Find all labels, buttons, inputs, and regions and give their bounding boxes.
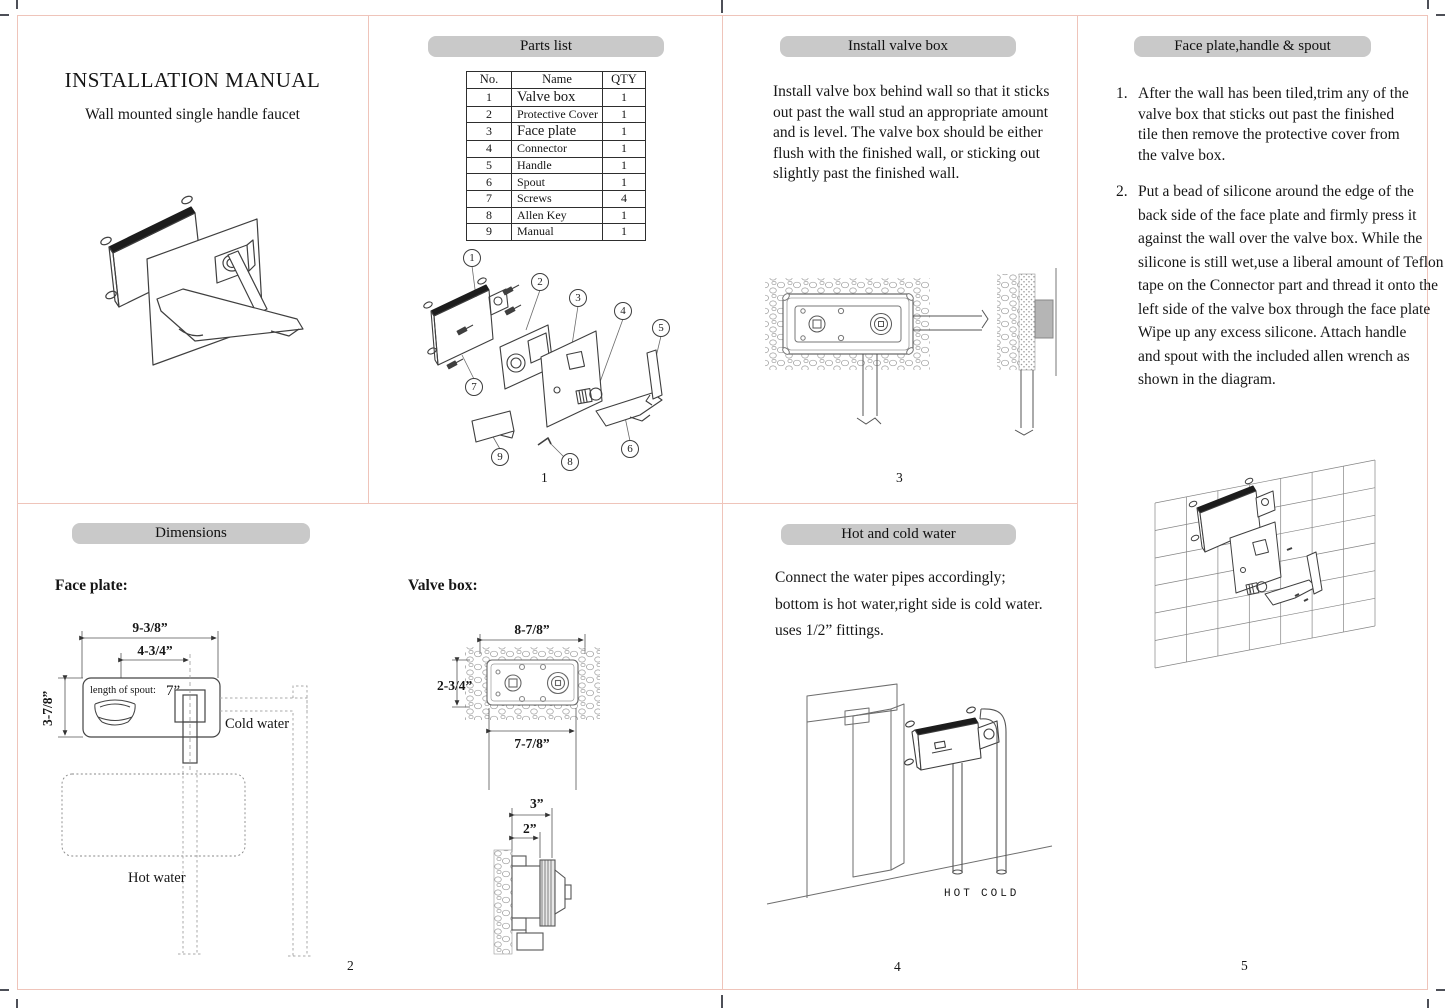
faucet-isometric-drawing [95, 183, 335, 368]
panel-divider-h [17, 503, 1077, 504]
valve-box-side-dimension-drawing [470, 792, 670, 984]
table-row [467, 207, 646, 224]
cell-qty: 1 [603, 207, 646, 224]
cell-no: 8 [467, 207, 512, 224]
table-row [467, 224, 646, 241]
cell-name: Spout [512, 174, 603, 191]
section-header-face-plate: Face plate,handle & spout [1134, 36, 1371, 57]
cell-name: Protective Cover [512, 106, 603, 123]
text-line: Connect the water pipes accordingly; [775, 569, 1006, 586]
parts-table-body [467, 88, 646, 240]
cell-no: 9 [467, 224, 512, 241]
text-line: silicone is still wet,use a liberal amount of Teflon [1138, 253, 1444, 271]
cell-name: Handle [512, 157, 603, 174]
face-plate-dimension-drawing [40, 598, 340, 976]
faucet-parts [1188, 477, 1322, 605]
crop-mark [16, 999, 18, 1008]
crop-mark [1436, 989, 1445, 991]
face-plate-step-1 [1116, 84, 1409, 166]
dim-fp-width: 9-3/8” [132, 620, 168, 635]
manual-subtitle: Wall mounted single handle faucet [85, 106, 300, 123]
face-plate-step-2 [1116, 180, 1444, 392]
table-row [467, 174, 646, 191]
part-callout-9: 9 [491, 448, 509, 466]
tiled-wall-assembly-drawing [1135, 438, 1425, 683]
cell-no: 2 [467, 106, 512, 123]
part-callout-8: 8 [561, 453, 579, 471]
dim-vb-depth-recess: 2” [523, 821, 537, 836]
valve-box-label: Valve box: [408, 577, 478, 594]
crop-mark [721, 995, 723, 1008]
cell-name: Face plate [512, 123, 603, 141]
text-line: valve box that sticks out past the finished [1138, 105, 1395, 123]
dim-spout-label: length of spout: [90, 685, 156, 696]
cell-name: Connector [512, 141, 603, 158]
valve-box-iso [904, 706, 999, 770]
cell-name: Screws [512, 190, 603, 207]
part-callout-4: 4 [614, 302, 632, 320]
text-line: the valve box. [1138, 146, 1226, 164]
dim-vb-depth-total: 3” [530, 796, 544, 811]
section-header-install-valve-box: Install valve box [780, 36, 1016, 57]
cell-name: Manual [512, 224, 603, 241]
part-callout-2: 2 [531, 273, 549, 291]
cell-qty: 1 [603, 88, 646, 106]
part-callout-6: 6 [621, 440, 639, 458]
section-header-parts-list: Parts list [428, 36, 664, 57]
panel-divider-v3 [1077, 15, 1078, 990]
manual-title: INSTALLATION MANUAL [64, 68, 321, 92]
cell-qty: 1 [603, 174, 646, 191]
page-number-5: 5 [1241, 958, 1248, 973]
cell-no: 3 [467, 123, 512, 141]
crop-mark [1436, 14, 1445, 16]
part-callout-5: 5 [652, 319, 670, 337]
cell-qty: 1 [603, 224, 646, 241]
cell-qty: 4 [603, 190, 646, 207]
cell-qty: 1 [603, 157, 646, 174]
text-line: back side of the face plate and firmly press it [1138, 206, 1417, 224]
cell-qty: 1 [603, 106, 646, 123]
hot-cold-text [775, 565, 1043, 645]
step-2-text [1138, 180, 1444, 392]
text-line: shown in the diagram. [1138, 371, 1276, 388]
crop-mark [0, 989, 9, 991]
step-1-number: 1. [1116, 85, 1128, 102]
part-callout-7: 7 [465, 378, 483, 396]
text-line: and is level. The valve box should be either [773, 124, 1043, 141]
text-line: flush with the finished wall, or sticking out [773, 144, 1040, 162]
parts-table [466, 71, 646, 241]
install-valve-box-text [773, 82, 1049, 185]
section-header-hot-cold: Hot and cold water [781, 524, 1016, 545]
panel-border-right [1427, 15, 1428, 990]
step-1-text [1138, 84, 1409, 166]
cell-no: 5 [467, 157, 512, 174]
step-2-number: 2. [1116, 183, 1128, 200]
valve-box-wall-drawing [745, 268, 1075, 458]
front-view [765, 278, 988, 424]
face-plate-label: Face plate: [55, 577, 128, 594]
col-name: Name [512, 72, 603, 89]
panel-divider-v1 [368, 15, 369, 504]
cell-no: 6 [467, 174, 512, 191]
hot-cold-piping-drawing [757, 658, 1072, 923]
parts-table-head [467, 72, 646, 89]
text-line: bottom is hot water,right side is cold water. [775, 595, 1043, 613]
col-no: No. [467, 72, 512, 89]
col-qty: QTY [603, 72, 646, 89]
wall-studs [767, 684, 1052, 904]
crop-mark [16, 0, 18, 9]
text-line: and spout with the included allen wrench as [1138, 347, 1410, 365]
table-row [467, 157, 646, 174]
part-callout-1: 1 [463, 249, 481, 267]
cell-no: 4 [467, 141, 512, 158]
cell-qty: 1 [603, 123, 646, 141]
exploded-callouts [400, 245, 690, 490]
side-view [997, 268, 1056, 435]
text-line: out past the wall stud an appropriate amount [773, 103, 1049, 121]
text-line: uses 1/2” fittings. [775, 622, 884, 639]
dim-vb-height: 2-3/4” [437, 678, 473, 693]
cell-no: 1 [467, 88, 512, 106]
crop-mark [721, 0, 723, 13]
page-number-2: 2 [347, 958, 354, 973]
text-line: Put a bead of silicone around the edge of the [1138, 183, 1414, 200]
valve-box-dimension-drawing [410, 598, 650, 798]
dim-fp-height: 3-7/8” [40, 690, 55, 726]
table-row [467, 106, 646, 123]
valve-box-front [487, 660, 578, 705]
valve-box-side [512, 856, 571, 950]
text-line: tape on the Connector part and thread it onto the [1138, 277, 1439, 294]
cold-pipe-label: COLD [981, 888, 1020, 900]
cell-name: Valve box [512, 88, 603, 106]
text-line: After the wall has been tiled,trim any of the [1138, 85, 1409, 102]
table-header-row [467, 72, 646, 89]
dim-vb-inner-width: 7-7/8” [514, 736, 550, 751]
cell-name: Allen Key [512, 207, 603, 224]
page-number-4: 4 [894, 959, 901, 974]
text-line: slightly past the finished wall. [773, 165, 960, 182]
text-line: Wipe up any excess silicone. Attach handle [1138, 324, 1407, 341]
hot-water-pipes-and-sink [62, 766, 245, 954]
hot-water-label: Hot water [128, 870, 186, 886]
crop-mark [1427, 0, 1429, 9]
part-callout-3: 3 [569, 289, 587, 307]
page-number-1: 1 [541, 470, 548, 485]
table-row [467, 88, 646, 106]
table-row [467, 141, 646, 158]
dim-spout-value: 7” [166, 683, 181, 699]
cold-water-label: Cold water [225, 716, 290, 732]
table-row [467, 190, 646, 207]
hot-pipe-label: HOT [944, 888, 973, 900]
section-header-dimensions: Dimensions [72, 523, 310, 544]
text-line: against the wall over the valve box. While the [1138, 230, 1423, 247]
table-row [467, 123, 646, 141]
text-line: left side of the valve box through the face plate [1138, 300, 1431, 318]
text-line: Install valve box behind wall so that it sticks [773, 83, 1050, 100]
crop-mark [1427, 999, 1429, 1008]
crop-mark [0, 14, 9, 16]
text-line: tile then remove the protective cover from [1138, 126, 1400, 143]
dim-fp-offset: 4-3/4” [137, 643, 173, 658]
page-number-3: 3 [896, 470, 903, 485]
cell-qty: 1 [603, 141, 646, 158]
dim-vb-width: 8-7/8” [514, 622, 550, 637]
cell-no: 7 [467, 190, 512, 207]
